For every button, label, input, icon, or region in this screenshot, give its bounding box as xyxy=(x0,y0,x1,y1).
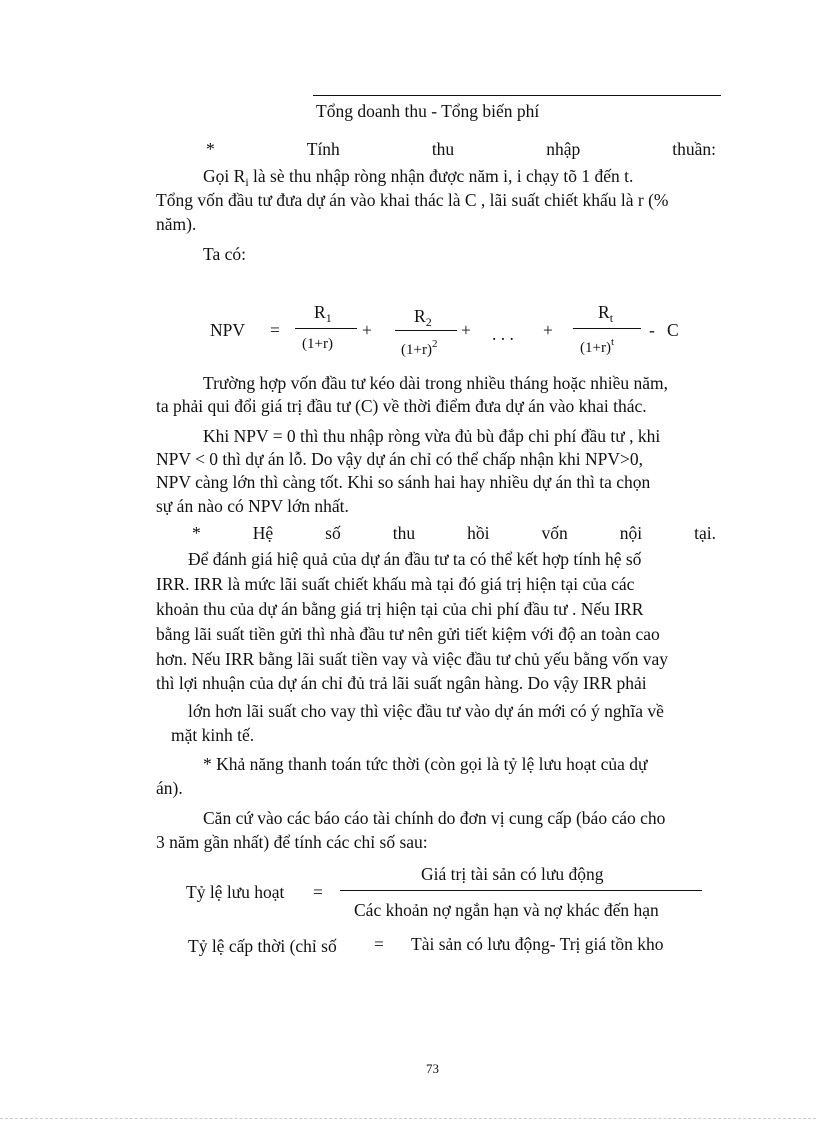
para4-line5: hơn. Nếu IRR bằng lãi suất tiền vay và việc đầu tư chủ yếu bằng vốn vay xyxy=(156,649,669,669)
npv-minus: - xyxy=(649,320,655,340)
para4-line1: Để đánh giá hiệ quả của dự án đầu tư ta có thể kết hợp tính hệ số xyxy=(188,549,642,569)
heading2-word: thu xyxy=(392,523,416,543)
npv-frac1-line xyxy=(295,328,357,329)
heading-net-income xyxy=(206,137,716,162)
npv-frac2-line xyxy=(395,330,457,331)
heading2-word: số xyxy=(325,523,341,543)
heading1-word: Tính xyxy=(306,139,340,159)
ratio1-lhs: Tỷ lệ lưu hoạt xyxy=(186,882,285,902)
npv-num1: $R_1$ xyxy=(314,302,332,325)
para4-line2: IRR. IRR là mức lãi suất chiết khấu mà tại đó giá trị hiện tại của các xyxy=(156,574,635,594)
heading2-word: nội xyxy=(619,523,643,543)
ratio2-numerator: Tài sản có lưu động- Trị giá tồn kho xyxy=(411,934,664,954)
heading1-word: thu xyxy=(431,139,455,159)
para6-line2: án). xyxy=(156,778,183,798)
npv-lhs: NPV xyxy=(210,320,246,340)
para7-line2: 3 năm gần nhất) để tính các chỉ số sau: xyxy=(156,832,428,852)
para5-line1: lớn hơn lãi suất cho vay thì việc đầu tư vào dự án mới có ý nghĩa về xyxy=(188,701,664,721)
para1-line1: Gọi $R_i$ là sè thu nhập ròng nhận được năm i, i chạy tõ 1 đến t. xyxy=(203,166,634,189)
npv-fract-line xyxy=(573,328,641,329)
para4-line6: thì lợi nhuận của dự án chỉ đủ trả lãi suất ngân hàng. Do vậy IRR phải xyxy=(156,673,647,693)
para2-line1: Trường hợp vốn đầu tư kéo dài trong nhiều tháng hoặc nhiều năm, xyxy=(203,373,669,393)
ratio2-equals: = xyxy=(374,934,384,954)
ratio2-lhs: Tỷ lệ cấp thời (chỉ số xyxy=(188,936,337,956)
npv-dent: $(1+r)^t$ xyxy=(580,336,615,356)
npv-plus3: + xyxy=(543,320,553,340)
para3-line3: NPV càng lớn thì càng tốt. Khi so sánh hai hay nhiều dự án thì ta chọn xyxy=(156,472,651,492)
para4-line3: khoản thu của dự án bằng giá trị hiện tại của chi phí đầu tư . Nếu IRR xyxy=(156,599,644,619)
npv-den1: (1+r) xyxy=(302,336,333,352)
para7-line1: Căn cứ vào các báo cáo tài chính do đơn vị cung cấp (báo cáo cho xyxy=(203,808,666,828)
top-line-text: Tổng doanh thu - Tổng biến phí xyxy=(316,101,540,121)
para6-line1: * Khả năng thanh toán tức thời (còn gọi là tỷ lệ lưu hoạt của dự xyxy=(203,754,648,774)
heading2-word: hồi xyxy=(467,523,490,543)
para1-line2: Tổng vốn đầu tư đưa dự án vào khai thác là C , lãi suất chiết khấu là r (% xyxy=(156,190,669,210)
para3-line2: NPV < 0 thì dự án lỗ. Do vậy dự án chỉ có thể chấp nhận khi NPV>0, xyxy=(156,449,644,469)
heading2-word: * xyxy=(192,523,201,543)
top-fraction-line xyxy=(313,95,721,96)
heading2-word: Hệ xyxy=(252,523,274,543)
npv-den2: $(1+r)^2$ xyxy=(401,338,438,358)
page-number: 73 xyxy=(426,1061,439,1076)
npv-dots: . . . xyxy=(492,324,514,344)
para1-line3: năm). xyxy=(156,214,197,234)
npv-equals: = xyxy=(270,320,280,340)
heading-irr xyxy=(192,521,716,546)
npv-num2: $R_2$ xyxy=(414,306,432,329)
heading1-word: thuần: xyxy=(672,139,716,159)
para3-line4: sự án nào có NPV lớn nhất. xyxy=(156,496,349,516)
npv-c: C xyxy=(667,320,679,340)
para4-line4: bằng lãi suất tiền gửi thì nhà đầu tư nên gửi tiết kiệm với độ an toàn cao xyxy=(156,624,660,644)
ta-co-text: Ta có: xyxy=(203,244,246,264)
ratio1-denominator: Các khoản nợ ngắn hạn và nợ khác đến hạn xyxy=(354,900,659,920)
ratio1-equals: = xyxy=(313,882,323,902)
heading1-word: nhập xyxy=(546,139,581,159)
para3-line1: Khi NPV = 0 thì thu nhập ròng vừa đủ bù đắp chi phí đầu tư , khi xyxy=(203,426,661,446)
heading2-word: tại. xyxy=(694,523,716,543)
para5-line2: mặt kinh tế. xyxy=(171,725,255,745)
ratio1-numerator: Giá trị tài sản có lưu động xyxy=(421,864,604,884)
npv-plus2: + xyxy=(461,320,471,340)
heading2-word: vốn xyxy=(541,523,568,543)
npv-plus1: + xyxy=(362,320,372,340)
heading1-word: * xyxy=(206,139,215,159)
para2-line2: ta phải qui đổi giá trị đầu tư (C) về thời điểm đưa dự án vào khai thác. xyxy=(156,396,647,416)
page-bottom-divider xyxy=(0,1118,816,1119)
npv-numt: $R_t$ xyxy=(598,302,614,325)
ratio1-frac-line xyxy=(340,890,702,891)
